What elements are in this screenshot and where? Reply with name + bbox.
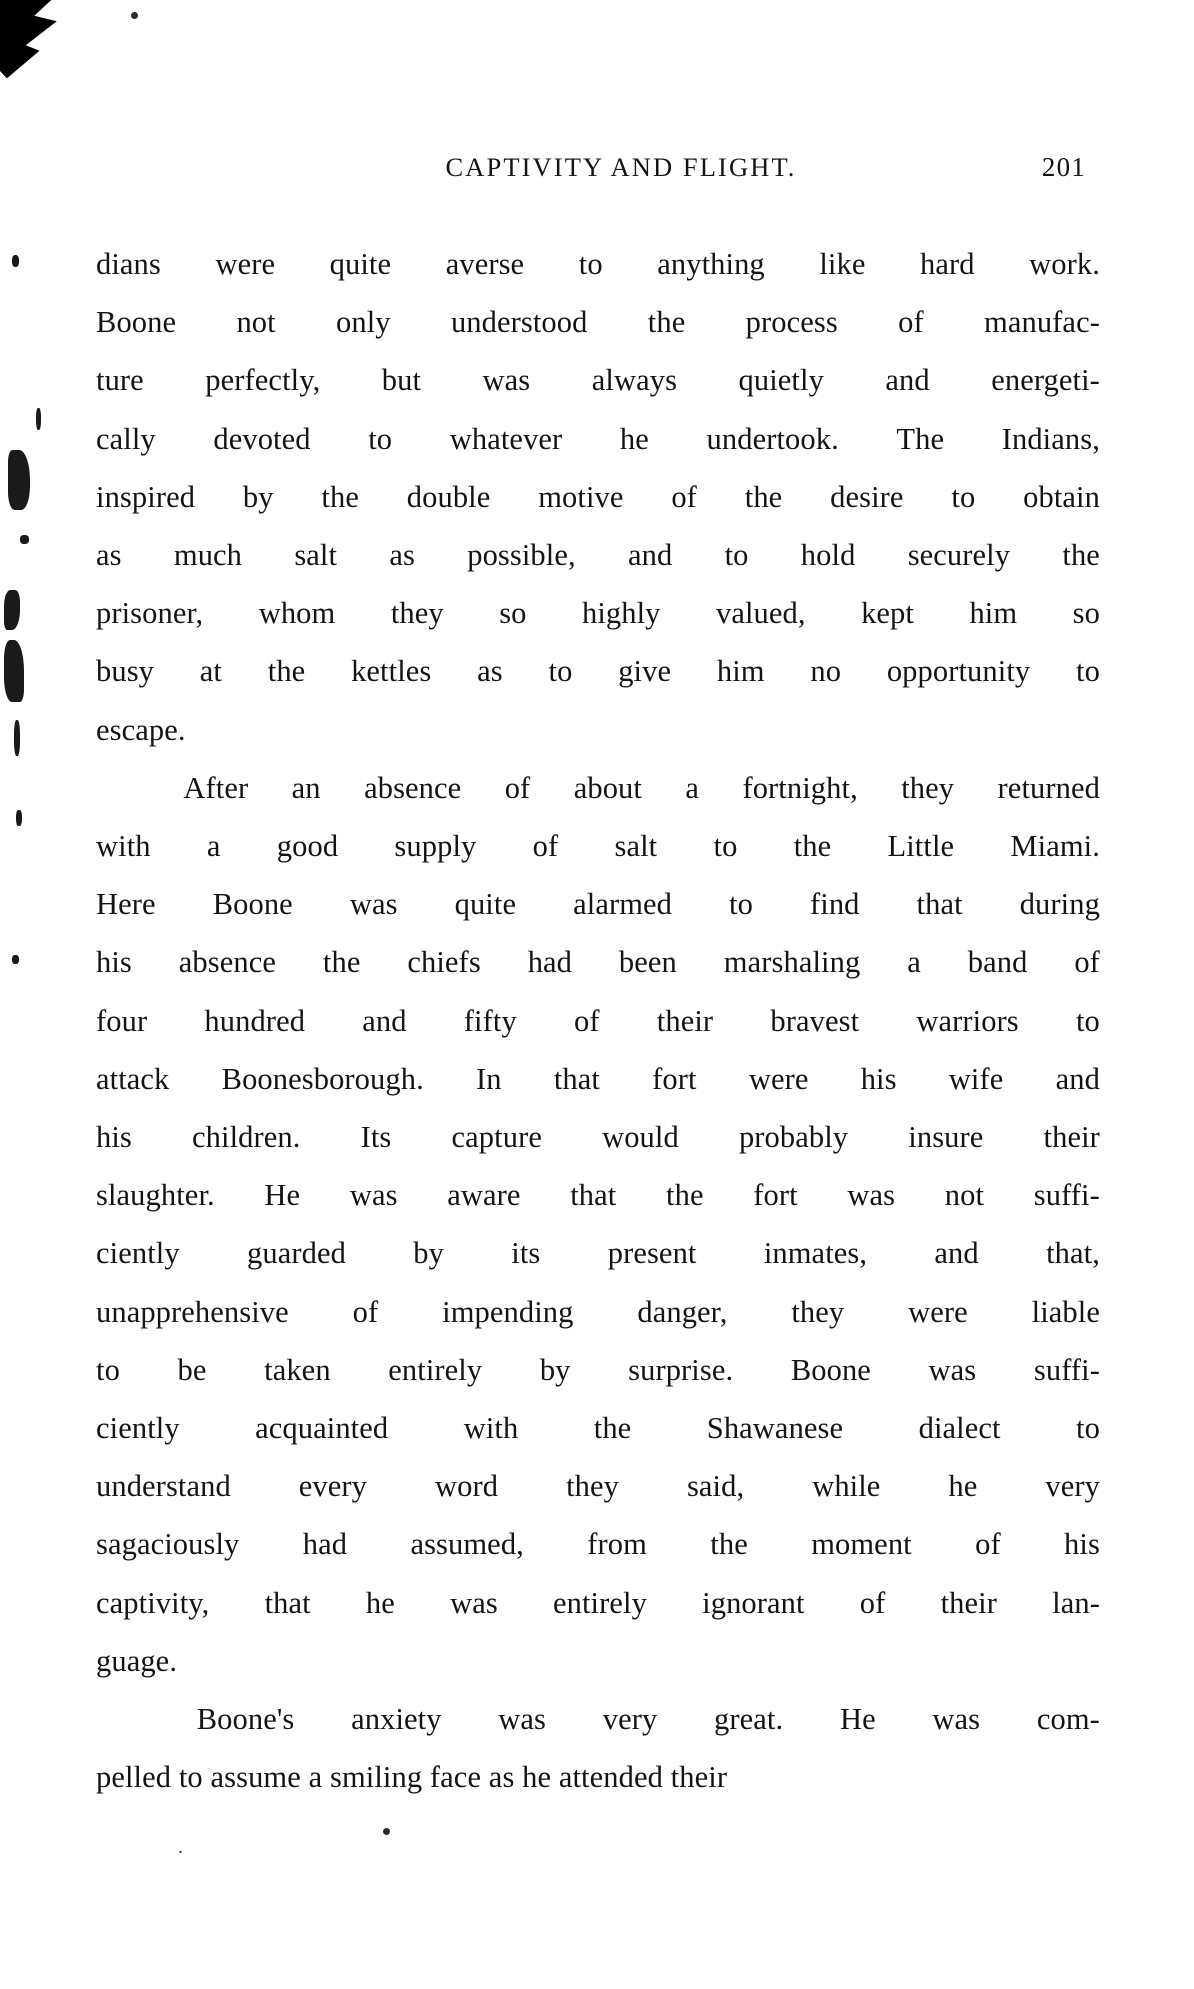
top-speck (131, 12, 138, 19)
text-line: After an absence of about a fortnight, they returned (96, 759, 1100, 817)
bottom-speck (383, 1828, 390, 1835)
running-head: CAPTIVITY AND FLIGHT. (445, 152, 797, 182)
margin-speck-2 (36, 408, 41, 430)
text-line: his children. Its capture would probably insure their (96, 1120, 1100, 1155)
margin-blot-2 (4, 590, 20, 630)
text-line: ciently acquainted with the Shawanese dialect to (96, 1411, 1100, 1446)
text-line: as much salt as possible, and to hold securely the (96, 538, 1100, 573)
page-header (100, 152, 1104, 186)
paragraph (96, 235, 1100, 759)
text-line: captivity, that he was entirely ignorant of their lan- (96, 1585, 1100, 1620)
page-body (96, 235, 1100, 1806)
page-number: 201 (1041, 152, 1086, 182)
text-line: Boone not only understood the process of manufac- (96, 305, 1100, 340)
margin-speck-4 (14, 720, 20, 756)
margin-speck-1 (12, 255, 19, 267)
text-line: to be taken entirely by surprise. Boone was suffi- (96, 1352, 1100, 1387)
text-line: sagaciously had assumed, from the moment of his (96, 1527, 1100, 1562)
paragraph-indent (96, 759, 140, 817)
text-line: slaughter. He was aware that the fort was not suffi- (96, 1178, 1100, 1213)
text-line: unapprehensive of impending danger, they were liable (96, 1294, 1100, 1329)
text-line: inspired by the double motive of the desire to obtain (96, 479, 1100, 514)
text-line: prisoner, whom they so highly valued, kept him so (96, 596, 1100, 631)
margin-speck-5 (16, 810, 22, 826)
paragraph-indent (96, 1690, 140, 1748)
text-line: busy at the kettles as to give him no opportunity to (96, 654, 1100, 689)
text-line: guage. (96, 1643, 178, 1678)
text-line: ture perfectly, but was always quietly and energeti- (96, 363, 1100, 398)
margin-speck-3 (20, 535, 29, 544)
text-line: his absence the chiefs had been marshaling a band of (96, 945, 1100, 980)
margin-blot-1 (8, 450, 30, 510)
text-line: attack Boonesborough. In that fort were his wife and (96, 1061, 1100, 1096)
text-line: escape. (96, 712, 186, 747)
corner-ink-blot (0, 0, 86, 82)
bottom-stray-mark: . (178, 1836, 183, 1858)
paragraph (96, 1690, 1100, 1806)
text-line: Here Boone was quite alarmed to find that during (96, 887, 1100, 922)
text-line: ciently guarded by its present inmates, and that, (96, 1236, 1100, 1271)
text-line: dians were quite averse to anything like hard work. (96, 247, 1100, 281)
text-line: Boone's anxiety was very great. He was com- (96, 1690, 1100, 1748)
text-line: cally devoted to whatever he undertook. The Indians, (96, 421, 1100, 456)
margin-blot-3 (4, 640, 24, 702)
margin-speck-6 (12, 955, 19, 964)
text-line: understand every word they said, while he very (96, 1469, 1100, 1504)
text-line: four hundred and fifty of their bravest warriors to (96, 1003, 1100, 1038)
paragraph (96, 759, 1100, 1690)
text-line: with a good supply of salt to the Little Miami. (96, 829, 1100, 864)
text-line: pelled to assume a smiling face as he attended their (96, 1760, 728, 1795)
